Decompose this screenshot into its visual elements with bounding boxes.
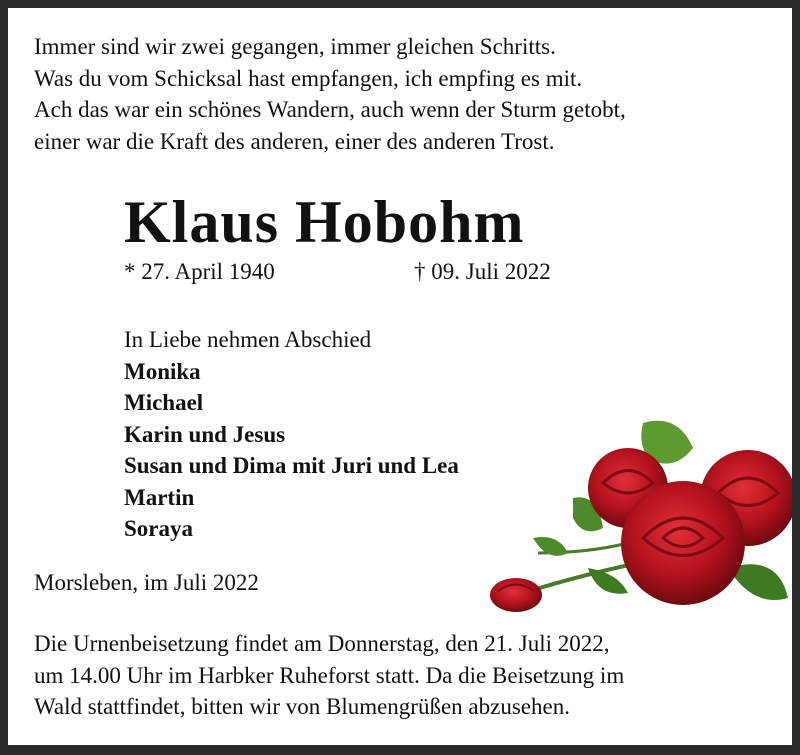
- mourners-list: [124, 324, 459, 545]
- place-date: Morsleben, im Juli 2022: [34, 570, 259, 595]
- poem-line: einer war die Kraft des anderen, einer des anderen Trost.: [34, 128, 555, 154]
- poem: [34, 31, 626, 157]
- mourner: Martin: [124, 484, 195, 510]
- mourner: Susan und Dima mit Juri und Lea: [124, 453, 459, 478]
- poem-line: Ach das war ein schönes Wandern, auch wenn der Sturm getobt,: [34, 97, 626, 122]
- deceased-name: Klaus Hobohm: [124, 189, 525, 255]
- red-roses-icon: [478, 403, 792, 623]
- mourner: Monika: [124, 358, 201, 384]
- notice-line: Wald stattfindet, bitten wir von Blumengrüßen abzusehen.: [34, 694, 570, 719]
- mourner: Karin und Jesus: [124, 421, 286, 447]
- poem-line: Immer sind wir zwei gegangen, immer gleichen Schritts.: [34, 34, 556, 59]
- notice-line: Die Urnenbeisetzung findet am Donnerstag, den 21. Juli 2022,: [34, 631, 610, 656]
- burial-notice: [34, 628, 624, 723]
- notice-line: um 14.00 Uhr im Harbker Ruheforst statt. Da die Beisetzung im: [34, 662, 625, 688]
- poem-line: Was du vom Schicksal hast empfangen, ich empfing es mit.: [34, 65, 583, 91]
- mourners-intro: In Liebe nehmen Abschied: [124, 327, 372, 352]
- death-date: † 09. Juli 2022: [414, 259, 551, 284]
- birth-date: * 27. April 1940: [124, 259, 275, 284]
- obituary-card: [8, 8, 792, 745]
- mourner: Michael: [124, 390, 204, 415]
- mourner: Soraya: [124, 516, 193, 541]
